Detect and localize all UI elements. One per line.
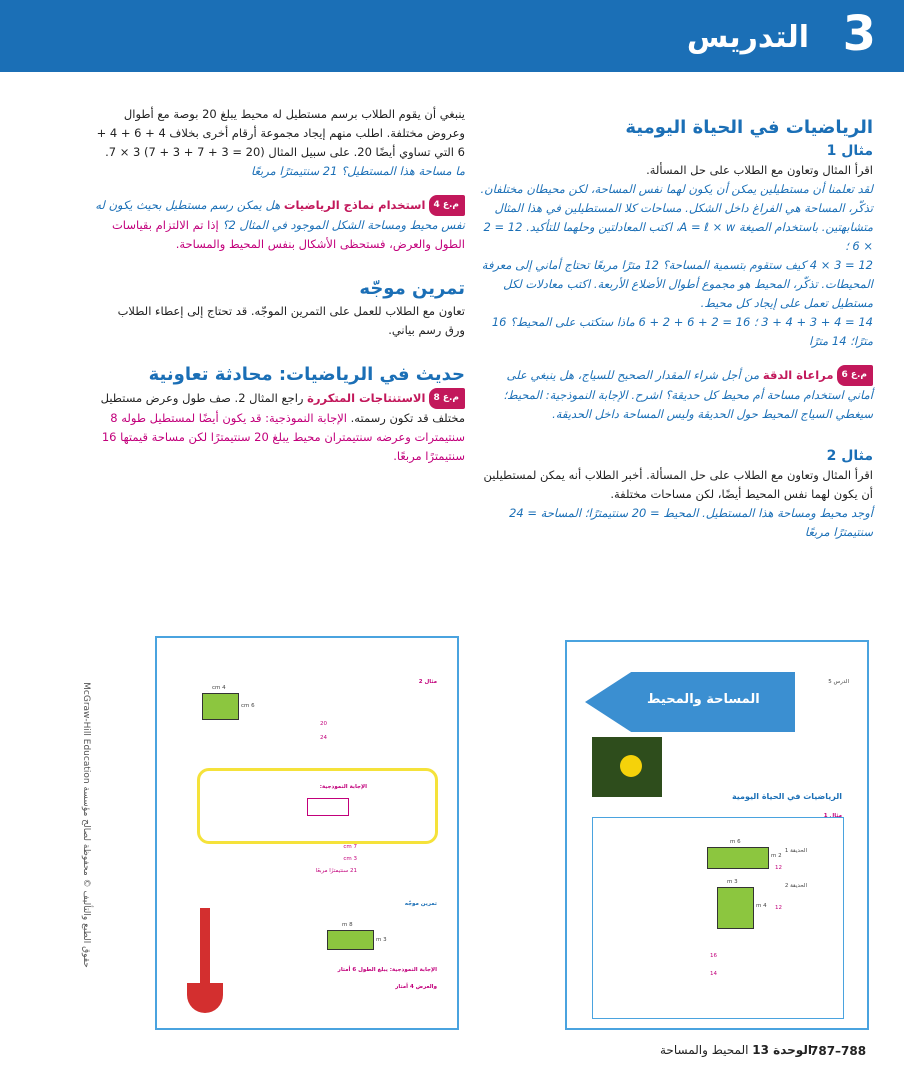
thumb-garden2: الحديقة 2 [784, 883, 807, 889]
models-text: هل يمكن رسم مستطيل بحيث يكون له نفس محيط ومساحة الشكل الموجود في المثال 2؟ [95, 198, 465, 232]
garden1-rect [707, 847, 769, 869]
publisher-text: حقوق الطبع والتأليف © محفوظة لصالح مؤسسة McGraw-Hill Education [81, 682, 91, 968]
talk-subtitle: الاستنتاجات المتكررة [307, 391, 426, 405]
thumb-garden1: الحديقة 1 [784, 848, 807, 854]
student-page-thumbnail-left [155, 636, 459, 1030]
practice-tag: م.ع 4 [429, 195, 465, 216]
models-block [95, 195, 465, 254]
example1-intro: اقرأ المثال وتعاون مع الطلاب على حل المسألة. [646, 163, 873, 177]
example2-intro: اقرأ المثال وتعاون مع الطلاب على حل المسألة. أخبر الطلاب أنه يمكن لمستطيلين أن يكون لهما نفس المحيط أيضًا، لكن مساحات مختلفة. [483, 468, 873, 501]
example1-text2: 12 = 3 × 4 كيف ستقوم بتسمية المساحة؟ 12 مترًا مربعًا تحتاج أماني إلى معرفة المحيطات. تذكّر، المحيط هو مجموع أطوال الأضلاع الأربعة. اكتب معادلات لكل مستطيل تعمل على إيجاد كل محيط. [481, 258, 873, 310]
guided-dim1: 8 m [342, 922, 353, 928]
talk-title: حديث في الرياضيات: محادثة تعاونية [148, 364, 465, 385]
example2-dim-w: 4 cm [212, 685, 226, 691]
left-column [95, 105, 465, 466]
garden2-perimeter: 14 [710, 971, 717, 977]
precision-text: من أجل شراء المقدار الصحيح للسياج، هل ينبغي على أماني استخدام مساحة أم محيط كل حديقة؟ اشرح. الإجابة النموذجية: المحيط؛ سيغطي السياج المحيط حول الحديقة وليس المساحة داخل الحديقة. [503, 368, 873, 421]
model-rect [307, 798, 349, 816]
thumb-example: مثال 1 [823, 813, 842, 819]
models-answer: إذا تم الالتزام بقياسات الطول والعرض، فستحظى الأشكال بنفس المحيط والمساحة. [111, 218, 465, 251]
thumb-example2: مثال 2 [418, 679, 437, 685]
models-title: استخدام نماذج الرياضيات [283, 198, 426, 212]
student-page-thumbnail-right [565, 640, 869, 1030]
garden2-dim-side: 4 m [756, 903, 767, 909]
talk-block [95, 388, 465, 466]
practice-tag: م.ع 8 [429, 388, 465, 409]
example2-perimeter: 20 [320, 721, 327, 727]
example2-area: 24 [320, 735, 327, 741]
garden1-area: 12 [775, 865, 782, 871]
guided-title: تمرين موجّه [359, 278, 465, 299]
header-banner [0, 0, 904, 72]
thumb-guided: تمرين موجّه [404, 901, 437, 907]
thumb-title: المساحة والمحيط [647, 692, 760, 707]
precision-title: مراعاة الدقة [762, 368, 834, 382]
precision-block [478, 365, 873, 424]
practice-tag: م.ع 6 [837, 365, 873, 386]
left-intro: ينبغي أن يقوم الطلاب برسم مستطيل له محيط يبلغ 20 بوصة مع أطوال وعروض مختلفة. اطلب منهم إيجاد مجموعة أرقام أخرى بخلاف 4 + 6 + 4 + 6 التي تساوي أيضًا 20. على سبيل المثال (20 = 3 + 7 + 3 + 7) 3 × 7. [96, 107, 465, 159]
guided-rect [327, 930, 374, 950]
section-title: التدريس [686, 20, 809, 55]
garden2-area: 12 [775, 905, 782, 911]
right-column [478, 115, 873, 542]
answer-length: 7 cm [343, 844, 357, 850]
shovel-graphic [172, 888, 242, 1018]
talk-text: راجع المثال 2. صف طول وعرض مستطيل مختلف قد تكون رسمته. [100, 391, 465, 425]
answer-width: 3 cm [343, 856, 357, 862]
garden1-dim-side: 2 m [771, 853, 782, 859]
thumb-section: الرياضيات في الحياة اليومية [731, 792, 842, 801]
left-intro-question: ما مساحة هذا المستطيل؟ 21 سنتيمترًا مربعًا [251, 164, 465, 178]
heading-real-world: الرياضيات في الحياة اليومية [625, 117, 873, 138]
unit-number: الوحدة 13 [752, 1043, 812, 1057]
unit-name: المحيط والمساحة [660, 1043, 749, 1057]
garden2-dim: 3 m [727, 879, 738, 885]
unit-label [660, 1043, 812, 1057]
page-numbers: 787–788 [810, 1044, 867, 1058]
guided-answer1: الإجابة النموذجية: يبلغ الطول 6 أمتار [337, 967, 437, 973]
publisher-credit [76, 670, 90, 990]
example2-title: مثال 2 [826, 448, 873, 464]
example2-text: أوجد محيط ومساحة هذا المستطيل. المحيط = 20 سنتيمترًا؛ المساحة = 24 سنتيمترًا مربعًا [509, 506, 873, 539]
section-number: 3 [842, 6, 876, 62]
model-label: الإجابة النموذجية: [319, 784, 367, 790]
example1-text: لقد تعلمنا أن مستطيلين يمكن أن يكون لهما نفس المساحة، لكن محيطان مختلفان. تذكّر، المساحة هي الفراغ داخل الشكل. مساحات كلا المستطيلين في هذا المثال متشابهتين. باستخدام الصيغة A = ℓ × w، اكتب المعادلتين وحلهما للتأكيد. 12 = 2 × 6 ؛ [480, 182, 873, 253]
garden1-perimeter: 16 [710, 953, 717, 959]
answer-area: 21 سنتيمترًا مربعًا [315, 868, 357, 874]
thumb-lesson: الدرس 5 [828, 679, 849, 685]
example2-dim-h: 6 cm [241, 703, 255, 709]
talk-answer: الإجابة النموذجية: قد يكون أيضًا لمستطيل طوله 8 سنتيمترات وعرضه سنتيمتران محيط يبلغ 20 سنتيمترًا لكن مساحة قيمتها 16 سنتيمترًا مربعًا. [101, 411, 465, 463]
example1-text3: 14 = 4 + 3 + 4 + 3 ؛ 16 = 2 + 6 + 2 + 6 ماذا ستكتب على المحيط؟ 16 مترًا؛ 14 مترًا [491, 315, 873, 348]
flower-photo [592, 737, 662, 797]
guided-dim2: 3 m [376, 937, 387, 943]
garden2-rect [717, 887, 754, 929]
example2-rect [202, 693, 239, 720]
garden1-dim: 6 m [730, 839, 741, 845]
guided-answer2: والعرض 4 أمتار [395, 984, 437, 990]
example1-title: مثال 1 [826, 143, 873, 159]
guided-text: تعاون مع الطلاب للعمل على التمرين الموجّه. قد تحتاج إلى إعطاء الطلاب ورق رسم بياني. [117, 304, 465, 337]
